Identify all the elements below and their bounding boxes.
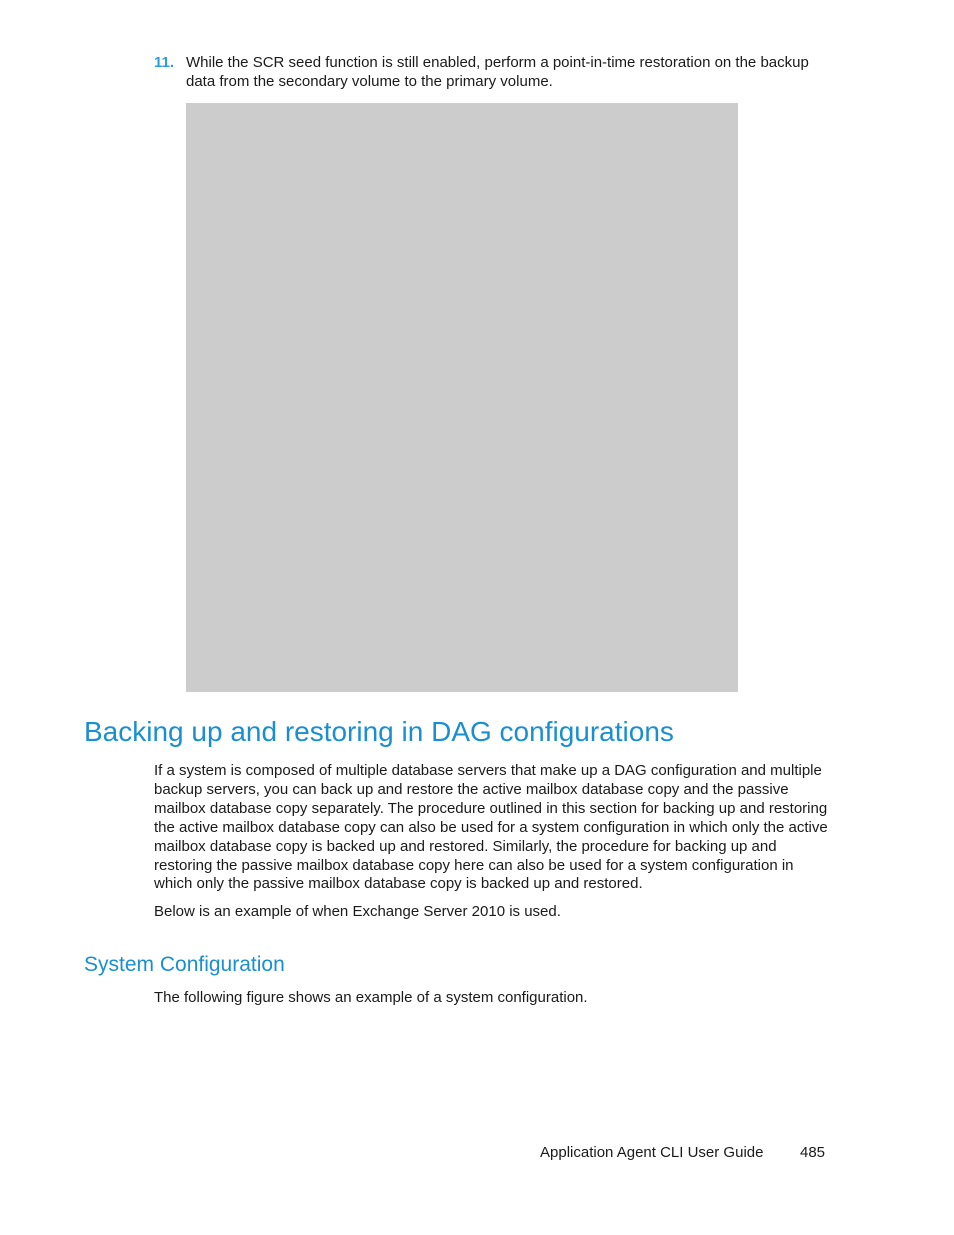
subsection-heading: System Configuration <box>84 953 285 976</box>
section-paragraph: If a system is composed of multiple database servers that make up a DAG configuration and multiple backup servers, you can back up and restore the active mailbox database copy and the passive mailbox database copy separately. The procedure outlined in this section for backing up and restoring the active mailbox database copy can also be used for a system configuration in which only the active mailbox database copy is backed up and restored. Similarly, the procedure for backing up and restoring the passive mailbox database copy here can also be used for a system configuration in which only the passive mailbox database copy is backed up and restored. <box>154 762 828 893</box>
figure-placeholder <box>186 103 738 692</box>
page-number: 485 <box>800 1144 826 1161</box>
procedure-step <box>154 53 826 91</box>
section-heading: Backing up and restoring in DAG configurations <box>84 716 674 747</box>
step-number: 11. <box>154 54 175 71</box>
footer-doc-title: Application Agent CLI User Guide <box>540 1144 764 1161</box>
step-text: While the SCR seed function is still enabled, perform a point-in-time restoration on the backup data from the secondary volume to the primary volume. <box>186 54 809 90</box>
subsection-paragraph: The following figure shows an example of a system configuration. <box>154 989 588 1006</box>
section-paragraph-example: Below is an example of when Exchange Server 2010 is used. <box>154 903 561 920</box>
